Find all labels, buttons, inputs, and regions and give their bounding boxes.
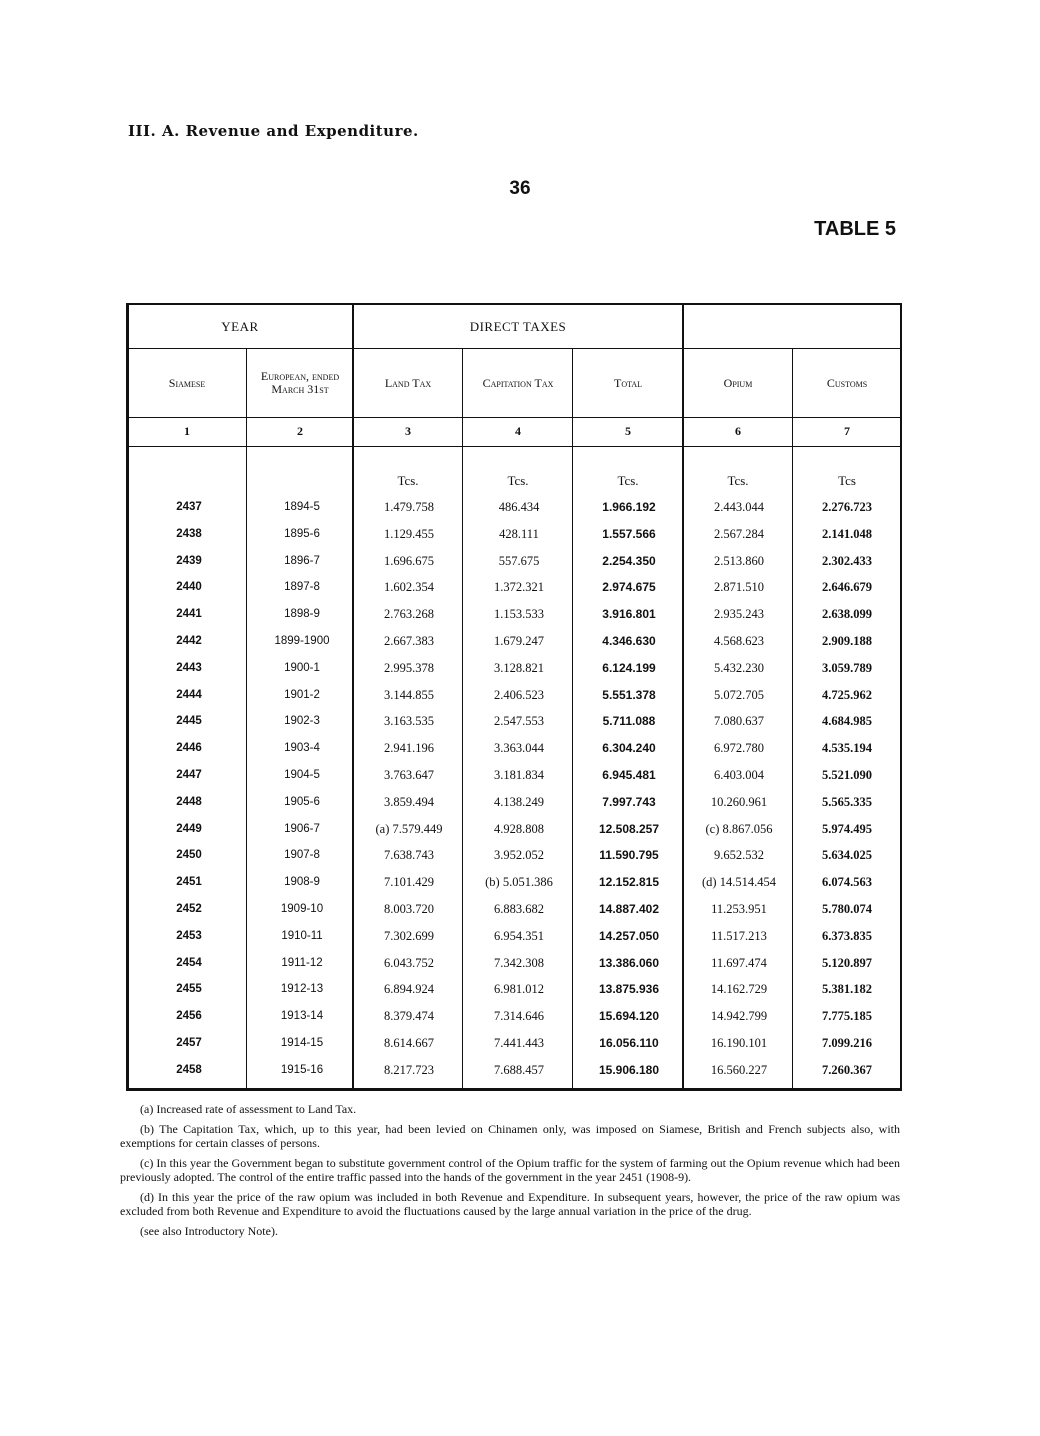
cell-opium: 11.253.951	[711, 902, 767, 916]
cell-siamese: 2438	[176, 527, 202, 540]
table-row	[128, 789, 900, 816]
table-row	[128, 816, 900, 843]
table-row	[128, 574, 900, 601]
cell-land-tax: (a) 7.579.449	[375, 821, 443, 836]
col-header-opium: Opium	[723, 375, 753, 390]
cell-opium: 7.080.637	[714, 714, 764, 729]
cell-land-tax: 1.696.675	[384, 553, 434, 568]
cell-capitation-tax: 4.928.808	[494, 821, 544, 836]
cell-opium: 14.162.729	[710, 982, 768, 997]
cell-siamese: 2442	[176, 635, 202, 647]
cell-customs: 2.276.723	[822, 500, 872, 514]
unit-label: Tcs	[838, 473, 856, 488]
cell-opium: 2.871.510	[714, 580, 764, 595]
table-row	[128, 521, 900, 548]
cell-siamese: 2441	[176, 608, 202, 621]
cell-siamese: 2452	[176, 903, 202, 915]
table-rule-colnum	[128, 446, 900, 447]
cell-capitation-tax: 2.547.553	[494, 714, 544, 729]
cell-customs: 6.074.563	[822, 875, 872, 890]
cell-customs: 7.260.367	[822, 1062, 872, 1077]
cell-land-tax: 6.043.752	[384, 955, 434, 970]
cell-opium: 4.568.623	[714, 634, 764, 648]
cell-total: 13.386.060	[598, 955, 660, 970]
cell-total: 5.551.378	[602, 687, 656, 702]
table-label: TABLE 5	[814, 218, 896, 240]
cell-european: 1898-9	[284, 608, 320, 621]
col-header-land-tax: Land Tax	[384, 375, 432, 390]
group-header-direct-taxes: DIRECT TAXES	[469, 319, 567, 334]
cell-customs: 5.634.025	[822, 848, 872, 863]
cell-customs: 2.302.433	[822, 553, 872, 568]
cell-total: 5.711.088	[602, 714, 656, 729]
cell-land-tax: 7.302.699	[384, 928, 434, 943]
cell-customs: 7.099.216	[822, 1036, 872, 1050]
cell-total: 6.945.481	[602, 768, 656, 782]
cell-land-tax: 1.129.455	[384, 526, 434, 541]
col-number: 6	[735, 424, 741, 438]
cell-siamese: 2437	[176, 501, 202, 513]
cell-siamese: 2457	[176, 1037, 202, 1049]
cell-opium: 5.432.230	[714, 660, 764, 675]
cell-land-tax: 8.217.723	[384, 1062, 434, 1077]
cell-siamese: 2448	[176, 795, 202, 808]
cell-land-tax: 1.602.354	[384, 580, 434, 595]
cell-capitation-tax: 3.952.052	[494, 848, 544, 863]
cell-total: 6.304.240	[602, 741, 656, 756]
footnote-a: (a) Increased rate of assessment to Land Tax.	[140, 1102, 357, 1116]
cell-european: 1895-6	[284, 527, 320, 540]
cell-capitation-tax: 1.372.321	[494, 580, 544, 595]
cell-capitation-tax: 428.111	[499, 526, 539, 541]
cell-customs: 7.775.185	[822, 1009, 872, 1024]
cell-european: 1910-11	[281, 929, 323, 942]
cell-total: 11.590.795	[599, 848, 659, 863]
cell-european: 1897-8	[284, 581, 320, 594]
cell-siamese: 2446	[176, 742, 202, 755]
cell-opium: (c) 8.867.056	[705, 821, 773, 836]
unit-label: Tcs.	[727, 473, 749, 488]
cell-land-tax: 1.479.758	[384, 500, 434, 514]
cell-european: 1915-16	[280, 1063, 324, 1076]
cell-siamese: 2455	[176, 983, 202, 996]
cell-total: 2.974.675	[602, 580, 656, 595]
col-header-customs: Customs	[826, 375, 868, 390]
table-rule-header	[128, 417, 900, 418]
cell-opium: 6.403.004	[714, 768, 764, 782]
cell-european: 1902-3	[284, 715, 320, 728]
cell-opium: 11.517.213	[711, 928, 767, 943]
group-header-year: YEAR	[221, 319, 259, 334]
section-title: III. A. Revenue and Expenditure.	[128, 122, 419, 140]
cell-land-tax: 3.763.647	[384, 768, 434, 782]
cell-european: 1911-12	[281, 956, 323, 969]
cell-customs: 2.646.679	[822, 580, 872, 595]
table-row	[128, 1057, 900, 1084]
cell-customs: 2.638.099	[822, 607, 872, 622]
cell-customs: 5.565.335	[822, 794, 872, 809]
cell-total: 16.056.110	[599, 1036, 659, 1050]
unit-label: Tcs.	[507, 473, 529, 488]
cell-european: 1904-5	[284, 769, 320, 781]
cell-european: 1896-7	[284, 554, 320, 567]
cell-total: 4.346.630	[602, 634, 656, 648]
cell-european: 1914-15	[280, 1037, 324, 1049]
cell-opium: 11.697.474	[711, 955, 767, 970]
cell-siamese: 2458	[176, 1063, 202, 1076]
cell-land-tax: 6.894.924	[384, 982, 434, 997]
cell-customs: 2.141.048	[822, 526, 872, 541]
cell-customs: 3.059.789	[822, 660, 872, 675]
cell-customs: 5.780.074	[822, 902, 872, 916]
cell-european: 1905-6	[284, 795, 320, 808]
cell-capitation-tax: 2.406.523	[494, 687, 544, 702]
table-row	[128, 1003, 900, 1030]
cell-customs: 4.535.194	[822, 741, 872, 756]
unit-label: Tcs.	[617, 473, 639, 488]
cell-land-tax: 8.003.720	[384, 902, 434, 916]
cell-customs: 4.725.962	[822, 687, 872, 702]
cell-total: 12.152.815	[598, 875, 660, 890]
col-number: 7	[844, 424, 850, 438]
cell-capitation-tax: 6.954.351	[494, 928, 544, 943]
cell-customs: 5.974.495	[822, 821, 872, 836]
cell-capitation-tax: 3.363.044	[494, 741, 544, 756]
table-row	[128, 1030, 900, 1057]
table-row	[128, 896, 900, 923]
col-header-european: European, ended March 31st	[260, 369, 340, 396]
table-row	[128, 869, 900, 896]
table-row	[128, 494, 900, 521]
cell-total: 12.508.257	[598, 821, 660, 836]
cell-customs: 5.381.182	[822, 982, 872, 997]
cell-european: 1901-2	[284, 688, 320, 701]
cell-siamese: 2449	[176, 822, 202, 835]
table-row	[128, 548, 900, 575]
table-row	[128, 682, 900, 709]
col-number: 3	[405, 424, 411, 438]
cell-siamese: 2447	[176, 769, 202, 781]
cell-siamese: 2456	[176, 1010, 202, 1023]
table-row	[128, 735, 900, 762]
cell-land-tax: 7.638.743	[384, 848, 434, 863]
footnotes	[120, 1102, 900, 1244]
cell-european: 1912-13	[280, 983, 324, 996]
unit-label: Tcs.	[397, 473, 419, 488]
cell-total: 14.257.050	[598, 928, 660, 943]
cell-total: 14.887.402	[598, 902, 660, 916]
cell-land-tax: 2.941.196	[384, 741, 434, 756]
cell-capitation-tax: 557.675	[498, 553, 540, 568]
cell-capitation-tax: 3.128.821	[494, 660, 544, 675]
cell-opium: 2.935.243	[714, 607, 764, 622]
cell-total: 2.254.350	[602, 553, 656, 568]
cell-opium: (d) 14.514.454	[702, 875, 776, 890]
cell-siamese: 2454	[176, 956, 202, 969]
table-rule-group	[128, 348, 900, 349]
cell-land-tax: 2.995.378	[384, 660, 434, 675]
cell-land-tax: 8.379.474	[384, 1009, 434, 1024]
cell-opium: 16.560.227	[710, 1062, 768, 1077]
cell-land-tax: 8.614.667	[384, 1036, 434, 1050]
cell-opium: 6.972.780	[714, 741, 764, 756]
col-header-capitation-tax: Capitation Tax	[482, 375, 554, 390]
cell-opium: 2.567.284	[714, 526, 764, 541]
cell-european: 1909-10	[280, 903, 324, 915]
table-row	[128, 950, 900, 977]
cell-total: 15.906.180	[598, 1062, 660, 1077]
cell-land-tax: 7.101.429	[384, 875, 434, 890]
cell-capitation-tax: 7.688.457	[494, 1062, 544, 1077]
table-row	[128, 976, 900, 1003]
col-number: 5	[625, 424, 631, 438]
table-row	[128, 923, 900, 950]
cell-total: 1.557.566	[602, 526, 656, 541]
table-row	[128, 708, 900, 735]
cell-land-tax: 3.163.535	[384, 714, 434, 729]
footnote-d: (d) In this year the price of the raw opium was included in both Revenue and Expenditure. In subsequent years, however, the price of the raw opium was excluded from both Revenue and Expenditure to avoid the fluctuations caused by the large annual variation in the price of the drug.	[120, 1190, 900, 1218]
footnote-c: (c) In this year the Government began to substitute government control of the Opium traffic for the system of farming out the Opium revenue which had been previously adopted. The control of the entire traffic passed into the hands of the government in the year 2451 (1908-9).	[120, 1156, 900, 1184]
page-number: 36	[509, 178, 531, 199]
cell-siamese: 2445	[176, 715, 202, 728]
cell-european: 1906-7	[284, 822, 320, 835]
cell-opium: 5.072.705	[714, 687, 764, 702]
cell-land-tax: 3.144.855	[384, 687, 434, 702]
cell-siamese: 2451	[176, 876, 202, 889]
cell-opium: 9.652.532	[714, 848, 764, 863]
cell-capitation-tax: 1.153.533	[494, 607, 544, 622]
cell-land-tax: 3.859.494	[384, 794, 434, 809]
cell-capitation-tax: 6.981.012	[494, 982, 544, 997]
cell-european: 1899-1900	[274, 635, 330, 647]
cell-capitation-tax: 7.342.308	[494, 955, 544, 970]
cell-siamese: 2440	[176, 581, 202, 594]
cell-customs: 5.120.897	[822, 955, 872, 970]
cell-siamese: 2450	[176, 849, 202, 862]
cell-european: 1913-14	[280, 1010, 324, 1023]
cell-land-tax: 2.763.268	[384, 607, 434, 622]
cell-total: 3.916.801	[602, 607, 656, 622]
cell-total: 7.997.743	[602, 794, 656, 809]
cell-european: 1907-8	[284, 849, 320, 862]
cell-total: 6.124.199	[602, 660, 656, 675]
cell-customs: 5.521.090	[822, 768, 872, 782]
cell-total: 13.875.936	[598, 982, 660, 997]
cell-capitation-tax: (b) 5.051.386	[485, 875, 553, 890]
table-row	[128, 762, 900, 789]
cell-total: 1.966.192	[602, 500, 656, 514]
table-row	[128, 842, 900, 869]
cell-european: 1903-4	[284, 742, 320, 755]
cell-opium: 14.942.799	[710, 1009, 768, 1024]
footnote-b: (b) The Capitation Tax, which, up to this year, had been levied on Chinamen only, was imposed on Siamese, British and French subjects also, with exemptions for certain classes of persons.	[120, 1122, 900, 1150]
table-row	[128, 601, 900, 628]
col-number: 2	[297, 424, 303, 438]
col-header-total: Total	[613, 375, 643, 390]
cell-customs: 4.684.985	[822, 714, 872, 729]
cell-capitation-tax: 3.181.834	[494, 768, 544, 782]
cell-capitation-tax: 4.138.249	[494, 794, 544, 809]
cell-customs: 2.909.188	[822, 634, 872, 648]
cell-capitation-tax: 1.679.247	[494, 634, 544, 648]
table-row	[128, 628, 900, 655]
cell-european: 1894-5	[284, 501, 320, 513]
cell-total: 15.694.120	[598, 1009, 660, 1024]
cell-european: 1900-1	[284, 661, 320, 674]
cell-capitation-tax: 6.883.682	[494, 902, 544, 916]
cell-siamese: 2439	[176, 554, 202, 567]
cell-opium: 2.443.044	[714, 500, 764, 514]
cell-siamese: 2444	[176, 688, 202, 701]
cell-opium: 10.260.961	[710, 794, 768, 809]
cell-opium: 16.190.101	[710, 1036, 768, 1050]
col-number: 4	[515, 424, 521, 438]
cell-opium: 2.513.860	[714, 553, 764, 568]
cell-european: 1908-9	[284, 876, 320, 889]
cell-capitation-tax: 7.314.646	[494, 1009, 544, 1024]
table-row	[128, 655, 900, 682]
col-header-siamese: Siamese	[168, 375, 206, 390]
col-number: 1	[184, 424, 190, 438]
cell-siamese: 2443	[176, 661, 202, 674]
cell-capitation-tax: 7.441.443	[494, 1036, 544, 1050]
cell-capitation-tax: 486.434	[498, 500, 540, 514]
footnote-see-also: (see also Introductory Note).	[140, 1224, 278, 1238]
cell-siamese: 2453	[176, 929, 202, 942]
cell-land-tax: 2.667.383	[384, 634, 434, 648]
cell-customs: 6.373.835	[822, 928, 872, 943]
